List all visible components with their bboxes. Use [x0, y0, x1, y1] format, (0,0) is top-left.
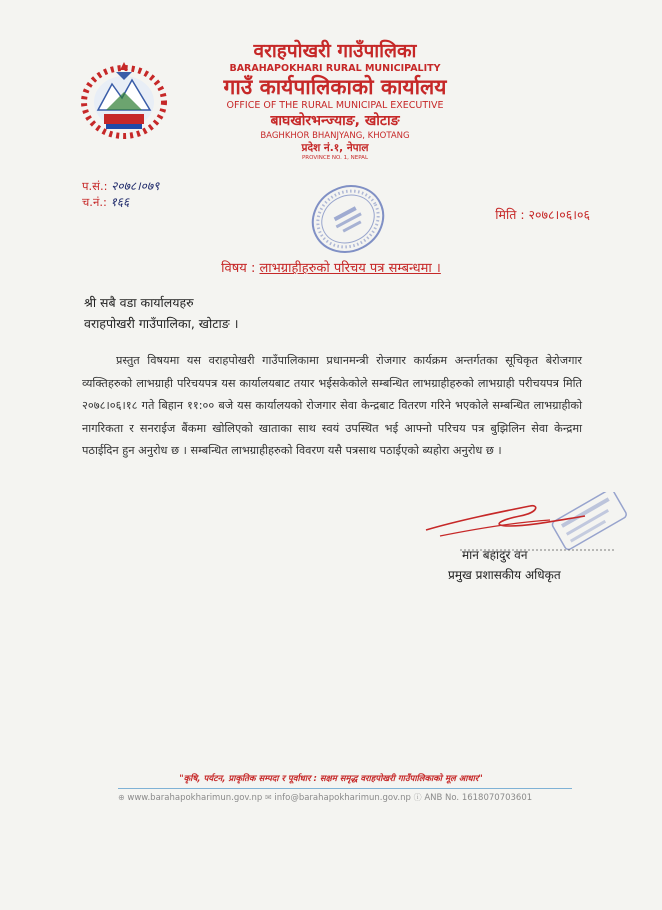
letterhead [200, 40, 470, 162]
municipality-name-np: वराहपोखरी गाउँपालिका [253, 40, 417, 62]
body-paragraph: प्रस्तुत विषयमा यस वराहपोखरी गाउँपालिकामा प्रधानमन्त्री रोजगार कार्यक्रम अन्तर्गतका सूचिकृत बेरोजगार व्यक्तिहरुको लाभग्राही परिचयपत्र यस कार्यालयबाट तयार भईसकेकोले सम्बन्धित लाभग्राहीहरुको लाभग्राही परीचयपत्र मिति २०७८।०६।१८ गते बिहान ११:०० बजे यस कार्यालयको रोजगार सेवा केन्द्रबाट वितरण गरिने भएकोले सम्बन्धित लाभग्राहीको नागरिकता र सनराईज बैंकमा खोलिएको खाताका साथ स्वयं उपस्थित भई आफ्नो परिचय पत्र बुझिलिन सेवा केन्द्रमा पठाईदिन हुन अनुरोध छ । सम्बन्धित लाभग्राहीहरुको विवरण यसै पत्रसाथ पठाईएको ब्यहोरा अनुरोध छ । [82, 354, 582, 457]
date-label: मिति : [495, 207, 525, 222]
municipality-name-en: BARAHAPOKHARI RURAL MUNICIPALITY [229, 63, 441, 74]
office-name-np: गाउँ कार्यपालिकाको कार्यालय [223, 75, 447, 99]
province-np: प्रदेश नं.१, नेपाल [301, 142, 369, 154]
province-en: PROVINCE NO. 1, NEPAL [301, 155, 369, 161]
chalani-number-label: च.नं.: [82, 195, 107, 209]
letter-body [82, 350, 582, 463]
recipient-block [84, 292, 238, 334]
nepal-emblem-icon [76, 58, 172, 142]
subject-text: लाभग्राहीहरुको परिचय पत्र सम्बन्धमा । [259, 261, 441, 276]
location-en: BAGHKHOR BHANJYANG, KHOTANG [260, 131, 410, 141]
reference-numbers [82, 178, 159, 210]
recipient-line-2: वराहपोखरी गाउँपालिका, खोटाङ । [84, 316, 239, 331]
chalani-number-value: १६६ [110, 195, 130, 209]
footer-email: info@barahapokharimun.gov.np [274, 793, 411, 803]
chalani-number-row [82, 194, 159, 210]
office-name-en: OFFICE OF THE RURAL MUNICIPAL EXECUTIVE [226, 100, 444, 111]
date-value: २०७८।०६।०६ [528, 207, 590, 222]
office-seal-icon [298, 180, 398, 258]
patra-sankhya-value: २०७८।०७९ [111, 179, 160, 193]
globe-icon: ⊕ [118, 793, 125, 802]
anb-icon: ⓘ [413, 793, 422, 802]
footer-anb: ANB No. 1618070703601 [424, 793, 533, 803]
subject-label: विषय : [221, 261, 256, 276]
patra-sankhya-label: प.सं.: [82, 179, 108, 193]
patra-sankhya-row [82, 178, 159, 194]
footer-contact [118, 792, 532, 803]
footer-divider [118, 788, 572, 789]
subject-line [0, 258, 662, 276]
signatory-title: प्रमुख प्रशासकीय अधिकृत [448, 568, 561, 582]
footer-website: www.barahapokharimun.gov.np [127, 793, 263, 803]
letter-date [495, 206, 590, 223]
signatory-name: मान बहादुर वन [462, 548, 528, 562]
recipient-line-1: श्री सबै वडा कार्यालयहरु [84, 295, 194, 310]
location-np: बाघखोरभन्ज्याङ, खोटाङ [270, 113, 400, 129]
footer-motto: "कृषि, पर्यटन, प्राकृतिक सम्पदा र पूर्वाधार : सक्षम समृद्ध वराहपोखरी गाउँपालिकाको मूल आधार" [179, 774, 483, 784]
mail-icon: ✉ [264, 793, 272, 802]
